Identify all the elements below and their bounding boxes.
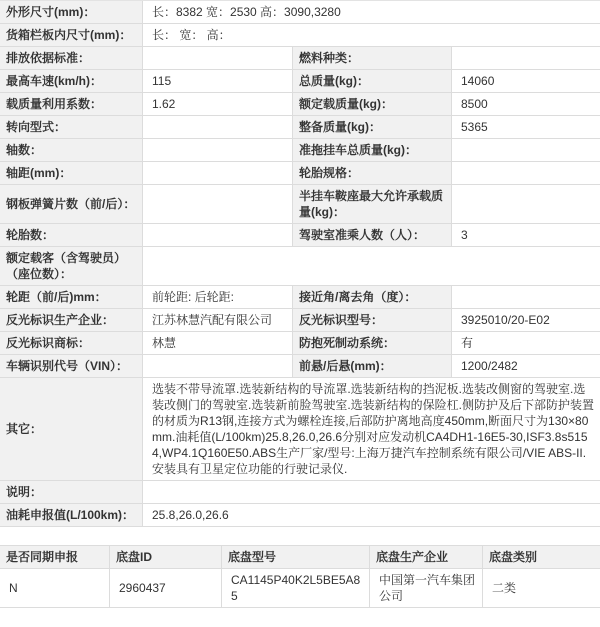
spec-label: 反光标识商标：: [0, 332, 143, 354]
spec-row: [0, 378, 600, 481]
spec-value: 1200/2482: [452, 355, 600, 377]
chassis-header-row: [0, 546, 600, 569]
spec-label: 燃料种类：: [293, 47, 452, 69]
spec-label: 半挂车鞍座最大允许承载质量(kg)：: [293, 185, 452, 223]
spec-label: 最高车速(km/h)：: [0, 70, 143, 92]
spec-value: [452, 185, 600, 223]
spec-value: [143, 116, 293, 138]
spec-row: [0, 116, 600, 139]
spec-value: [452, 139, 600, 161]
spec-value: 有: [452, 332, 600, 354]
spec-label: 轮胎数：: [0, 224, 143, 246]
spec-row: [0, 504, 600, 527]
spec-value: [452, 162, 600, 184]
spec-row: [0, 355, 600, 378]
spec-value: 1.62: [143, 93, 293, 115]
spec-label: 货箱栏板内尺寸(mm)：: [0, 24, 143, 46]
spec-value: 5365: [452, 116, 600, 138]
spec-value: 25.8,26.0,26.6: [143, 504, 600, 526]
spec-label: 说明：: [0, 481, 143, 503]
spec-value: [452, 47, 600, 69]
chassis-header-cell: 底盘型号: [222, 546, 370, 568]
spec-row: [0, 309, 600, 332]
spec-value: 选装不带导流罩.选装新结构的导流罩.选装新结构的挡泥板.选装改侧窗的驾驶室.选装改侧门的驾驶室.选装新前脸驾驶室.选装新结构的保险杠.侧防护及后下部防护装置的材质为R13钢,连接方式为螺栓连接,后部防护离地高度450mm,断面尺寸为130×80mm.油耗值(L/100km)25.8,26.0,26.6分别对应发动机CA4DH1-16E5-30,ISF3.8s5154,WP4.1Q160E50.ABS生产厂家/型号:上海万捷汽车控制系统有限公司/VIE ABS-II.安装具有卫星定位功能的行驶记录仪.: [143, 378, 600, 480]
chassis-header-cell: 底盘生产企业: [370, 546, 483, 568]
spec-value: 14060: [452, 70, 600, 92]
spec-row: [0, 332, 600, 355]
spec-label: 轮距（前/后)mm：: [0, 286, 143, 308]
spec-label: 车辆识别代号（VIN）：: [0, 355, 143, 377]
spec-label: 轴距(mm)：: [0, 162, 143, 184]
spec-value: 3925010/20-E02: [452, 309, 600, 331]
spec-value: 3: [452, 224, 600, 246]
spec-value: [143, 355, 293, 377]
spec-label: 接近角/离去角（度）：: [293, 286, 452, 308]
spec-row: [0, 1, 600, 24]
chassis-header-cell: 底盘ID: [110, 546, 222, 568]
spec-label: 额定载质量(kg)：: [293, 93, 452, 115]
spec-row: [0, 185, 600, 224]
spec-label: 外形尺寸(mm)：: [0, 1, 143, 23]
spec-label: 钢板弹簧片数（前/后）：: [0, 185, 143, 223]
spec-row: [0, 70, 600, 93]
spec-label: 总质量(kg)：: [293, 70, 452, 92]
chassis-cell: N: [0, 569, 110, 607]
spec-label: 反光标识生产企业：: [0, 309, 143, 331]
spec-label: 额定载客（含驾驶员）（座位数）：: [0, 247, 143, 285]
spec-label: 载质量利用系数：: [0, 93, 143, 115]
spec-label: 整备质量(kg)：: [293, 116, 452, 138]
spec-label: 反光标识型号：: [293, 309, 452, 331]
spec-label: 轴数：: [0, 139, 143, 161]
spec-value: 8500: [452, 93, 600, 115]
spec-value: [143, 47, 293, 69]
spec-value: 林慧: [143, 332, 293, 354]
spec-value: [143, 185, 293, 223]
spec-value: 115: [143, 70, 293, 92]
chassis-data-row: [0, 569, 600, 608]
spec-label: 前悬/后悬(mm)：: [293, 355, 452, 377]
spec-row: [0, 93, 600, 116]
table-gap: [0, 527, 600, 545]
spec-value: [143, 247, 600, 285]
spec-label: 其它：: [0, 378, 143, 480]
chassis-cell: 2960437: [110, 569, 222, 607]
spec-value: 长： 宽： 高：: [143, 24, 600, 46]
spec-value: [143, 139, 293, 161]
chassis-cell: 二类: [483, 569, 600, 607]
spec-label: 转向型式：: [0, 116, 143, 138]
spec-row: [0, 224, 600, 247]
spec-label: 防抱死制动系统：: [293, 332, 452, 354]
spec-label: 驾驶室准乘人数（人）：: [293, 224, 452, 246]
spec-value: 前轮距: 后轮距:: [143, 286, 293, 308]
spec-value: [452, 286, 600, 308]
spec-value: [143, 481, 600, 503]
spec-row: [0, 286, 600, 309]
spec-row: [0, 162, 600, 185]
chassis-cell: CA1145P40K2L5BE5A85: [222, 569, 370, 607]
spec-value: [143, 224, 293, 246]
spec-value: 长：8382 宽：2530 高：3090,3280: [143, 1, 600, 23]
spec-row: [0, 24, 600, 47]
spec-row: [0, 139, 600, 162]
spec-label: 油耗申报值(L/100km)：: [0, 504, 143, 526]
spec-value: 江苏林慧汽配有限公司: [143, 309, 293, 331]
chassis-table: [0, 545, 600, 608]
spec-value: [143, 162, 293, 184]
spec-row: [0, 247, 600, 286]
spec-row: [0, 481, 600, 504]
spec-label: 排放依据标准：: [0, 47, 143, 69]
spec-label: 准拖挂车总质量(kg)：: [293, 139, 452, 161]
chassis-cell: 中国第一汽车集团公司: [370, 569, 483, 607]
spec-label: 轮胎规格：: [293, 162, 452, 184]
chassis-header-cell: 底盘类别: [483, 546, 600, 568]
chassis-header-cell: 是否同期申报: [0, 546, 110, 568]
spec-row: [0, 47, 600, 70]
